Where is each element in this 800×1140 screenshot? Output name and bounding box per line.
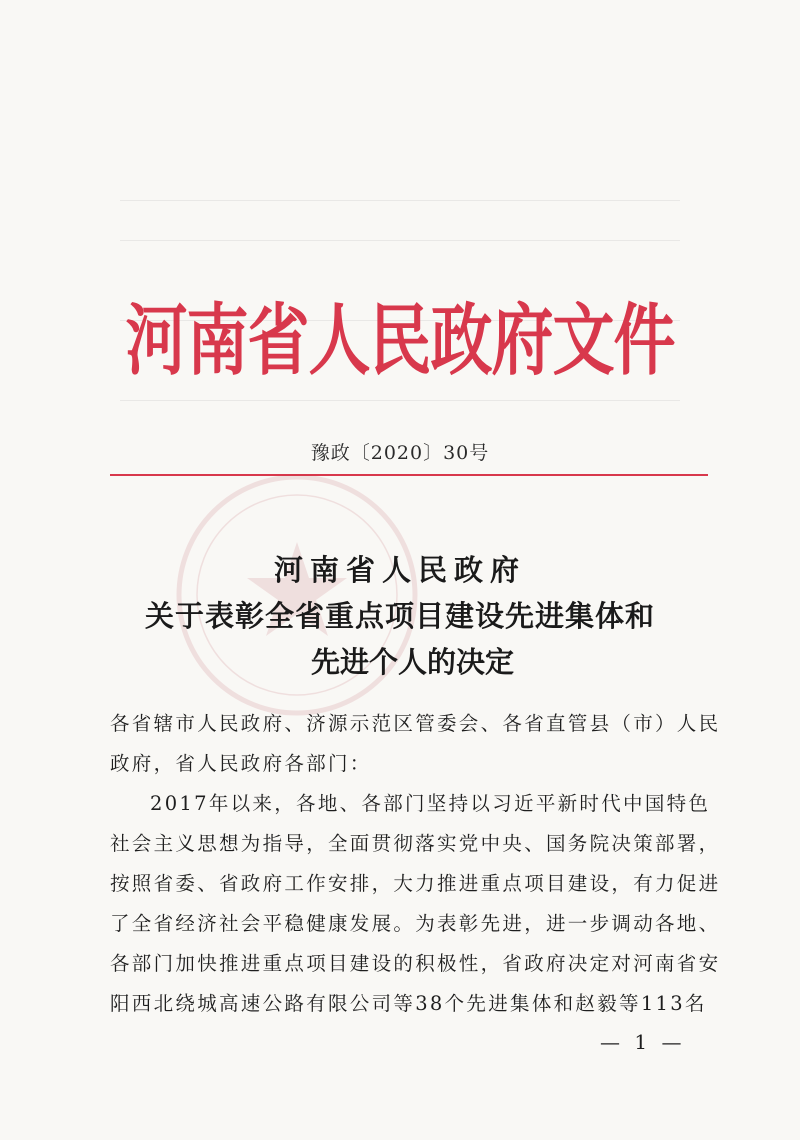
body-line-6: 阳西北绕城高速公路有限公司等38个先进集体和赵毅等113名 (110, 992, 707, 1015)
addressee-line-1: 各省辖市人民政府、济源示范区管委会、各省直管县（市）人民 (110, 712, 721, 735)
bleed-through-line (120, 240, 680, 241)
body-line-5: 各部门加快推进重点项目建设的积极性，省政府决定对河南省安 (110, 952, 721, 975)
body-line-4: 了全省经济社会平稳健康发展。为表彰先进，进一步调动各地、 (110, 912, 721, 935)
title-line-1: 河南省人民政府 (273, 553, 526, 587)
body-line-1: 2017年以来，各地、各部门坚持以习近平新时代中国特色 (150, 792, 711, 815)
title-line-2: 关于表彰全省重点项目建设先进集体和 (144, 599, 655, 633)
addressee-line-2: 政府，省人民政府各部门： (110, 752, 372, 775)
bleed-through-line (120, 200, 680, 201)
title-line-3: 先进个人的决定 (311, 645, 515, 679)
page-number: — 1 — (600, 1030, 686, 1054)
document-header: 河南省人民政府文件 (125, 294, 675, 386)
bleed-through-line (120, 400, 680, 401)
document-number: 豫政〔2020〕30号 (310, 442, 490, 464)
body-line-2: 社会主义思想为指导，全面贯彻落实党中央、国务院决策部署， (110, 832, 721, 855)
body-line-3: 按照省委、省政府工作安排，大力推进重点项目建设，有力促进 (110, 872, 721, 895)
